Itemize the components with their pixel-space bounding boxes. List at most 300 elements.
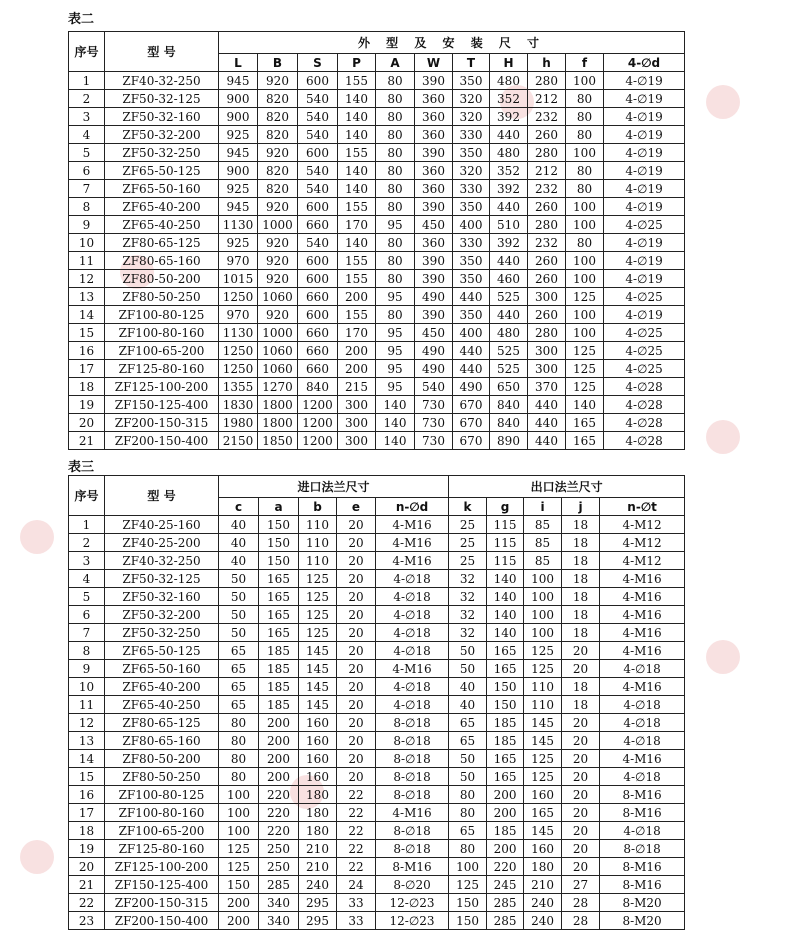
model-cell: ZF80-65-125 bbox=[105, 714, 219, 732]
table-cell: 22 bbox=[337, 822, 376, 840]
table-cell: 660 bbox=[298, 360, 338, 378]
table-cell: 20 bbox=[337, 660, 376, 678]
model-cell: ZF50-32-200 bbox=[105, 126, 219, 144]
table-cell: 320 bbox=[453, 90, 490, 108]
table-cell: 28 bbox=[562, 912, 600, 930]
table-cell: 600 bbox=[298, 252, 338, 270]
table-cell: 392 bbox=[490, 234, 528, 252]
row-index: 18 bbox=[69, 378, 105, 396]
table-cell: 125 bbox=[449, 876, 487, 894]
row-index: 17 bbox=[69, 804, 105, 822]
table-cell: 232 bbox=[528, 180, 566, 198]
model-cell: ZF65-50-125 bbox=[105, 642, 219, 660]
row-index: 19 bbox=[69, 840, 105, 858]
table-cell: 20 bbox=[337, 570, 376, 588]
watermark-stamp bbox=[706, 420, 740, 454]
model-cell: ZF50-32-250 bbox=[105, 144, 219, 162]
header-sub: H bbox=[490, 54, 528, 72]
table-row bbox=[69, 216, 685, 234]
table-cell: 20 bbox=[562, 822, 600, 840]
table-cell: 80 bbox=[376, 90, 415, 108]
table-cell: 490 bbox=[415, 342, 453, 360]
table-cell: 80 bbox=[376, 126, 415, 144]
table-cell: 185 bbox=[259, 642, 299, 660]
table-cell: 540 bbox=[298, 126, 338, 144]
table-cell: 4-∅18 bbox=[600, 768, 685, 786]
table-row bbox=[69, 432, 685, 450]
table-cell: 160 bbox=[299, 750, 337, 768]
model-cell: ZF100-80-160 bbox=[105, 324, 219, 342]
table-cell: 245 bbox=[487, 876, 524, 894]
table-cell: 8-∅18 bbox=[376, 768, 449, 786]
table-cell: 185 bbox=[259, 660, 299, 678]
table-cell: 390 bbox=[415, 270, 453, 288]
table-cell: 100 bbox=[566, 306, 604, 324]
table-cell: 85 bbox=[524, 534, 562, 552]
table-cell: 260 bbox=[528, 270, 566, 288]
table-cell: 100 bbox=[449, 858, 487, 876]
row-index: 23 bbox=[69, 912, 105, 930]
table-cell: 200 bbox=[338, 360, 376, 378]
row-index: 10 bbox=[69, 678, 105, 696]
table-cell: 970 bbox=[219, 252, 258, 270]
table-row bbox=[69, 552, 685, 570]
table-cell: 160 bbox=[299, 768, 337, 786]
table-cell: 100 bbox=[524, 606, 562, 624]
table-cell: 100 bbox=[566, 324, 604, 342]
table-cell: 945 bbox=[219, 72, 258, 90]
table-cell: 670 bbox=[453, 414, 490, 432]
watermark-stamp bbox=[20, 840, 54, 874]
table-cell: 80 bbox=[449, 786, 487, 804]
table-cell: 20 bbox=[562, 642, 600, 660]
table-cell: 20 bbox=[562, 858, 600, 876]
table-cell: 33 bbox=[337, 912, 376, 930]
table-cell: 1200 bbox=[298, 432, 338, 450]
table-cell: 125 bbox=[566, 378, 604, 396]
table-cell: 650 bbox=[490, 378, 528, 396]
table-cell: 4-∅28 bbox=[604, 378, 685, 396]
table-cell: 820 bbox=[258, 90, 298, 108]
table2-caption: 表二 bbox=[68, 12, 95, 27]
table-cell: 8-M16 bbox=[376, 858, 449, 876]
table-cell: 80 bbox=[376, 306, 415, 324]
row-index: 3 bbox=[69, 552, 105, 570]
header-sub: e bbox=[337, 498, 376, 516]
table-cell: 125 bbox=[524, 642, 562, 660]
table-cell: 185 bbox=[487, 714, 524, 732]
table-cell: 20 bbox=[337, 768, 376, 786]
table-cell: 1200 bbox=[298, 396, 338, 414]
table-cell: 80 bbox=[219, 750, 259, 768]
table-cell: 370 bbox=[528, 378, 566, 396]
table-cell: 40 bbox=[449, 696, 487, 714]
row-index: 10 bbox=[69, 234, 105, 252]
table-cell: 20 bbox=[337, 750, 376, 768]
header-sub: W bbox=[415, 54, 453, 72]
model-cell: ZF100-80-125 bbox=[105, 786, 219, 804]
table-cell: 125 bbox=[219, 858, 259, 876]
model-cell: ZF80-50-250 bbox=[105, 768, 219, 786]
header-group-inlet: 进口法兰尺寸 bbox=[219, 476, 449, 498]
model-cell: ZF65-50-125 bbox=[105, 162, 219, 180]
table-cell: 820 bbox=[258, 108, 298, 126]
table-cell: 20 bbox=[337, 714, 376, 732]
table-cell: 4-∅19 bbox=[604, 270, 685, 288]
table-cell: 920 bbox=[258, 234, 298, 252]
table-cell: 18 bbox=[562, 534, 600, 552]
table-cell: 20 bbox=[337, 624, 376, 642]
table-cell: 540 bbox=[415, 378, 453, 396]
table3-caption: 表三 bbox=[68, 460, 95, 475]
table-cell: 20 bbox=[562, 804, 600, 822]
table-cell: 440 bbox=[528, 432, 566, 450]
table-cell: 20 bbox=[337, 606, 376, 624]
table-row bbox=[69, 858, 685, 876]
table-row bbox=[69, 570, 685, 588]
row-index: 6 bbox=[69, 606, 105, 624]
model-cell: ZF100-80-125 bbox=[105, 306, 219, 324]
table-cell: 125 bbox=[299, 570, 337, 588]
table-row bbox=[69, 90, 685, 108]
watermark-stamp bbox=[20, 520, 54, 554]
table-cell: 25 bbox=[449, 516, 487, 534]
table-cell: 20 bbox=[562, 714, 600, 732]
table-cell: 200 bbox=[338, 288, 376, 306]
table-cell: 100 bbox=[524, 588, 562, 606]
table-row bbox=[69, 180, 685, 198]
model-cell: ZF40-32-250 bbox=[105, 552, 219, 570]
row-index: 4 bbox=[69, 570, 105, 588]
table-cell: 240 bbox=[524, 912, 562, 930]
table-cell: 450 bbox=[415, 324, 453, 342]
table-cell: 50 bbox=[219, 606, 259, 624]
table-cell: 170 bbox=[338, 216, 376, 234]
table-cell: 110 bbox=[299, 516, 337, 534]
table-cell: 65 bbox=[219, 660, 259, 678]
table-row bbox=[69, 714, 685, 732]
table-cell: 145 bbox=[299, 660, 337, 678]
model-cell: ZF65-40-200 bbox=[105, 198, 219, 216]
model-cell: ZF65-40-250 bbox=[105, 216, 219, 234]
table-cell: 32 bbox=[449, 588, 487, 606]
table-cell: 1250 bbox=[219, 342, 258, 360]
table-cell: 350 bbox=[453, 270, 490, 288]
table-cell: 670 bbox=[453, 432, 490, 450]
table-cell: 160 bbox=[524, 786, 562, 804]
table-cell: 300 bbox=[338, 414, 376, 432]
header-sub: k bbox=[449, 498, 487, 516]
row-index: 20 bbox=[69, 414, 105, 432]
table-cell: 95 bbox=[376, 378, 415, 396]
table-cell: 4-∅25 bbox=[604, 360, 685, 378]
table-row bbox=[69, 378, 685, 396]
table-cell: 540 bbox=[298, 90, 338, 108]
table-cell: 165 bbox=[566, 414, 604, 432]
table-cell: 4-M16 bbox=[600, 750, 685, 768]
table-row bbox=[69, 516, 685, 534]
model-cell: ZF150-125-400 bbox=[105, 396, 219, 414]
table-cell: 900 bbox=[219, 90, 258, 108]
table-cell: 165 bbox=[487, 642, 524, 660]
table-cell: 170 bbox=[338, 324, 376, 342]
table-cell: 540 bbox=[298, 180, 338, 198]
table-cell: 140 bbox=[338, 90, 376, 108]
header-sub: T bbox=[453, 54, 490, 72]
table-cell: 200 bbox=[487, 786, 524, 804]
row-index: 14 bbox=[69, 306, 105, 324]
table-row bbox=[69, 396, 685, 414]
model-cell: ZF50-32-125 bbox=[105, 90, 219, 108]
row-index: 15 bbox=[69, 768, 105, 786]
table-cell: 2150 bbox=[219, 432, 258, 450]
table-cell: 145 bbox=[524, 822, 562, 840]
table-row bbox=[69, 108, 685, 126]
table-cell: 100 bbox=[566, 198, 604, 216]
table-cell: 210 bbox=[299, 840, 337, 858]
row-index: 1 bbox=[69, 516, 105, 534]
table-row bbox=[69, 360, 685, 378]
header-model: 型 号 bbox=[105, 32, 219, 72]
table-cell: 65 bbox=[449, 714, 487, 732]
table-cell: 360 bbox=[415, 108, 453, 126]
table-cell: 145 bbox=[299, 678, 337, 696]
table-cell: 165 bbox=[259, 588, 299, 606]
row-index: 15 bbox=[69, 324, 105, 342]
table-cell: 480 bbox=[490, 72, 528, 90]
model-cell: ZF40-32-250 bbox=[105, 72, 219, 90]
model-cell: ZF125-80-160 bbox=[105, 840, 219, 858]
table-cell: 900 bbox=[219, 108, 258, 126]
table-cell: 165 bbox=[487, 660, 524, 678]
table-cell: 115 bbox=[487, 516, 524, 534]
table-cell: 4-∅18 bbox=[376, 696, 449, 714]
model-cell: ZF125-100-200 bbox=[105, 378, 219, 396]
table-cell: 33 bbox=[337, 894, 376, 912]
table-cell: 100 bbox=[566, 270, 604, 288]
header-sub: L bbox=[219, 54, 258, 72]
table-cell: 125 bbox=[524, 750, 562, 768]
table-cell: 490 bbox=[415, 288, 453, 306]
model-cell: ZF50-32-125 bbox=[105, 570, 219, 588]
table-cell: 50 bbox=[219, 588, 259, 606]
model-cell: ZF40-25-160 bbox=[105, 516, 219, 534]
table-cell: 140 bbox=[338, 108, 376, 126]
table-cell: 85 bbox=[524, 552, 562, 570]
table-cell: 8-∅18 bbox=[376, 840, 449, 858]
table-cell: 155 bbox=[338, 252, 376, 270]
table-cell: 920 bbox=[258, 198, 298, 216]
table-cell: 50 bbox=[449, 768, 487, 786]
table-cell: 220 bbox=[487, 858, 524, 876]
table-cell: 4-M16 bbox=[600, 606, 685, 624]
table-cell: 360 bbox=[415, 126, 453, 144]
table-cell: 150 bbox=[487, 696, 524, 714]
table-cell: 22 bbox=[337, 858, 376, 876]
header-sub: h bbox=[528, 54, 566, 72]
row-index: 9 bbox=[69, 216, 105, 234]
table-cell: 200 bbox=[219, 912, 259, 930]
table-cell: 8-M20 bbox=[600, 894, 685, 912]
table-cell: 80 bbox=[566, 234, 604, 252]
table-cell: 250 bbox=[259, 858, 299, 876]
model-cell: ZF65-40-200 bbox=[105, 678, 219, 696]
table-cell: 900 bbox=[219, 162, 258, 180]
table-cell: 260 bbox=[528, 198, 566, 216]
table-row bbox=[69, 876, 685, 894]
table-cell: 210 bbox=[524, 876, 562, 894]
table-row bbox=[69, 270, 685, 288]
table-cell: 260 bbox=[528, 306, 566, 324]
table-cell: 4-M16 bbox=[600, 678, 685, 696]
table-cell: 1800 bbox=[258, 414, 298, 432]
model-cell: ZF125-80-160 bbox=[105, 360, 219, 378]
table-cell: 8-∅18 bbox=[376, 786, 449, 804]
table-cell: 80 bbox=[376, 162, 415, 180]
table-cell: 80 bbox=[219, 714, 259, 732]
table-cell: 160 bbox=[299, 714, 337, 732]
table-cell: 660 bbox=[298, 324, 338, 342]
table-cell: 100 bbox=[566, 72, 604, 90]
table-cell: 350 bbox=[453, 252, 490, 270]
table-cell: 1250 bbox=[219, 360, 258, 378]
table-cell: 285 bbox=[259, 876, 299, 894]
table-cell: 140 bbox=[487, 588, 524, 606]
table-cell: 460 bbox=[490, 270, 528, 288]
table-cell: 330 bbox=[453, 180, 490, 198]
table-cell: 920 bbox=[258, 252, 298, 270]
table-cell: 80 bbox=[376, 198, 415, 216]
table-cell: 350 bbox=[453, 198, 490, 216]
table-cell: 20 bbox=[337, 732, 376, 750]
table-cell: 155 bbox=[338, 198, 376, 216]
table-cell: 390 bbox=[415, 72, 453, 90]
table-cell: 212 bbox=[528, 162, 566, 180]
header-sub: n-∅d bbox=[376, 498, 449, 516]
table-row bbox=[69, 342, 685, 360]
table-row bbox=[69, 288, 685, 306]
model-cell: ZF40-25-200 bbox=[105, 534, 219, 552]
table-cell: 4-∅18 bbox=[600, 732, 685, 750]
table-cell: 95 bbox=[376, 342, 415, 360]
table-cell: 4-M16 bbox=[600, 624, 685, 642]
table-cell: 240 bbox=[299, 876, 337, 894]
table-cell: 185 bbox=[487, 822, 524, 840]
header-sub: a bbox=[259, 498, 299, 516]
table-cell: 140 bbox=[376, 414, 415, 432]
table-cell: 80 bbox=[449, 804, 487, 822]
table-cell: 110 bbox=[524, 678, 562, 696]
model-cell: ZF65-40-250 bbox=[105, 696, 219, 714]
table-cell: 18 bbox=[562, 624, 600, 642]
table-cell: 4-∅19 bbox=[604, 252, 685, 270]
table-cell: 232 bbox=[528, 108, 566, 126]
table-cell: 28 bbox=[562, 894, 600, 912]
table-row bbox=[69, 252, 685, 270]
table-cell: 32 bbox=[449, 624, 487, 642]
table-cell: 4-M12 bbox=[600, 516, 685, 534]
model-cell: ZF65-50-160 bbox=[105, 660, 219, 678]
table-cell: 22 bbox=[337, 804, 376, 822]
table-cell: 140 bbox=[376, 396, 415, 414]
table-cell: 600 bbox=[298, 198, 338, 216]
table-cell: 12-∅23 bbox=[376, 912, 449, 930]
table-cell: 8-∅18 bbox=[376, 822, 449, 840]
table-cell: 50 bbox=[219, 624, 259, 642]
model-cell: ZF200-150-400 bbox=[105, 432, 219, 450]
table-row bbox=[69, 894, 685, 912]
table-cell: 330 bbox=[453, 234, 490, 252]
header-sub: j bbox=[562, 498, 600, 516]
table-cell: 392 bbox=[490, 180, 528, 198]
table-row bbox=[69, 642, 685, 660]
table-cell: 165 bbox=[487, 750, 524, 768]
table-cell: 18 bbox=[562, 606, 600, 624]
table-row bbox=[69, 72, 685, 90]
table-cell: 600 bbox=[298, 270, 338, 288]
header-group-dimensions: 外 型 及 安 装 尺 寸 bbox=[219, 32, 685, 54]
table-cell: 300 bbox=[528, 342, 566, 360]
table-cell: 540 bbox=[298, 162, 338, 180]
model-cell: ZF80-65-160 bbox=[105, 732, 219, 750]
table-cell: 65 bbox=[449, 732, 487, 750]
table-cell: 1200 bbox=[298, 414, 338, 432]
model-cell: ZF200-150-400 bbox=[105, 912, 219, 930]
table-cell: 1270 bbox=[258, 378, 298, 396]
table-cell: 100 bbox=[566, 252, 604, 270]
table-cell: 100 bbox=[219, 822, 259, 840]
table-cell: 525 bbox=[490, 288, 528, 306]
table-cell: 4-∅19 bbox=[604, 234, 685, 252]
table-cell: 20 bbox=[337, 678, 376, 696]
table-cell: 890 bbox=[490, 432, 528, 450]
table-cell: 40 bbox=[219, 516, 259, 534]
table-cell: 185 bbox=[259, 678, 299, 696]
table-cell: 145 bbox=[299, 696, 337, 714]
model-cell: ZF200-150-315 bbox=[105, 414, 219, 432]
table-cell: 50 bbox=[449, 660, 487, 678]
table-cell: 920 bbox=[258, 270, 298, 288]
table-cell: 155 bbox=[338, 270, 376, 288]
table-cell: 20 bbox=[337, 588, 376, 606]
table-cell: 480 bbox=[490, 324, 528, 342]
header-index: 序号 bbox=[69, 32, 105, 72]
table-row bbox=[69, 912, 685, 930]
table-cell: 80 bbox=[219, 768, 259, 786]
table-cell: 440 bbox=[528, 414, 566, 432]
table-cell: 18 bbox=[562, 588, 600, 606]
table-cell: 20 bbox=[562, 840, 600, 858]
table-cell: 8-∅18 bbox=[376, 714, 449, 732]
table-row bbox=[69, 324, 685, 342]
table-cell: 4-M12 bbox=[600, 534, 685, 552]
table-cell: 600 bbox=[298, 306, 338, 324]
row-index: 7 bbox=[69, 624, 105, 642]
table-cell: 925 bbox=[219, 234, 258, 252]
table-cell: 360 bbox=[415, 162, 453, 180]
model-cell: ZF200-150-315 bbox=[105, 894, 219, 912]
table-cell: 4-∅18 bbox=[376, 570, 449, 588]
table-cell: 295 bbox=[299, 912, 337, 930]
table-cell: 600 bbox=[298, 144, 338, 162]
table-cell: 440 bbox=[490, 252, 528, 270]
table-cell: 820 bbox=[258, 180, 298, 198]
table-cell: 200 bbox=[259, 714, 299, 732]
table-cell: 25 bbox=[449, 552, 487, 570]
table-cell: 180 bbox=[299, 804, 337, 822]
table-cell: 1015 bbox=[219, 270, 258, 288]
table-cell: 660 bbox=[298, 216, 338, 234]
